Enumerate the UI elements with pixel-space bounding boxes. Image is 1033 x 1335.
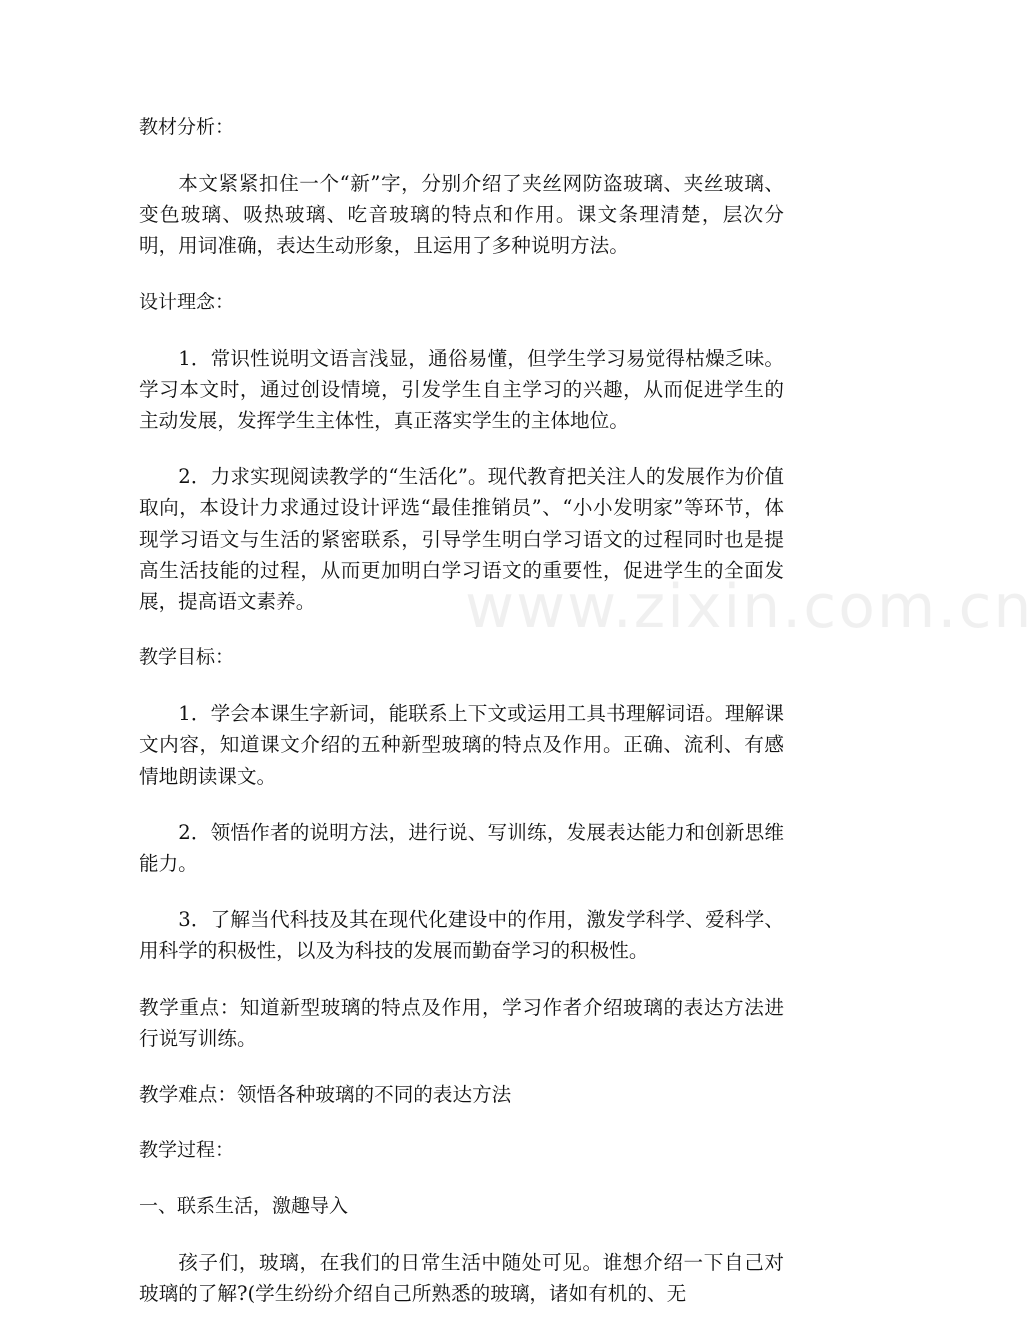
paragraph-teaching-goal-2: 2．领悟作者的说明方法，进行说、写训练，发展表达能力和创新思维能力。 bbox=[139, 820, 784, 876]
heading-step-1: 一、联系生活，激趣导入 bbox=[139, 1195, 349, 1218]
paragraph-teaching-goal-3: 3．了解当代科技及其在现代化建设中的作用，激发学科学、爱科学、用科学的积极性，以及为科技的发展而勤奋学习的积极性。 bbox=[139, 908, 784, 963]
heading-material-analysis: 教材分析： bbox=[139, 116, 235, 138]
paragraph-step-1: 孩子们，玻璃，在我们的日常生活中随处可见。谁想介绍一下自己对玻璃的了解?(学生纷纷介绍自己所熟悉的玻璃，诸如有机的、无 bbox=[139, 1251, 784, 1306]
heading-teaching-process: 教学过程： bbox=[139, 1139, 235, 1162]
paragraph-teaching-goal-1: 1．学会本课生字新词，能联系上下文或运用工具书理解词语。理解课文内容，知道课文介绍的五种新型玻璃的特点及作用。正确、流利、有感情地朗读课文。 bbox=[139, 702, 784, 788]
paragraph-key-points: 教学重点：知道新型玻璃的特点及作用，学习作者介绍玻璃的表达方法进行说写训练。 bbox=[139, 995, 784, 1050]
paragraph-design-concept-1: 1．常识性说明文语言浅显，通俗易懂，但学生学习易觉得枯燥乏味。学习本文时，通过创设情境，引发学生自主学习的兴趣，从而促进学生的主动发展，发挥学生主体性，真正落实学生的主体地位。 bbox=[139, 346, 784, 433]
document-body bbox=[139, 112, 784, 1335]
heading-teaching-goals: 教学目标： bbox=[139, 646, 235, 669]
heading-design-concept: 设计理念： bbox=[139, 290, 235, 313]
paragraph-material-analysis: 本文紧紧扣住一个“新”字，分别介绍了夹丝网防盗玻璃、夹丝玻璃、变色玻璃、吸热玻璃、吃音玻璃的特点和作用。课文条理清楚，层次分明，用词准确，表达生动形象，且运用了多种说明方法。 bbox=[139, 172, 784, 258]
paragraph-difficulties: 教学难点：领悟各种玻璃的不同的表达方法 bbox=[139, 1083, 512, 1107]
watermark: www.zixin.com.cn bbox=[465, 572, 1033, 642]
paragraph-design-concept-2: 2．力求实现阅读教学的“生活化”。现代教育把关注人的发展作为价值取向，本设计力求通过设计评选“最佳推销员”、“小小发明家”等环节，体现学习语文与生活的紧密联系，引导学生明白学习语文的过程同时也是提高生活技能的过程，从而更加明白学习语文的重要性，促进学生的全面发展，提高语文素养。 bbox=[139, 465, 784, 614]
